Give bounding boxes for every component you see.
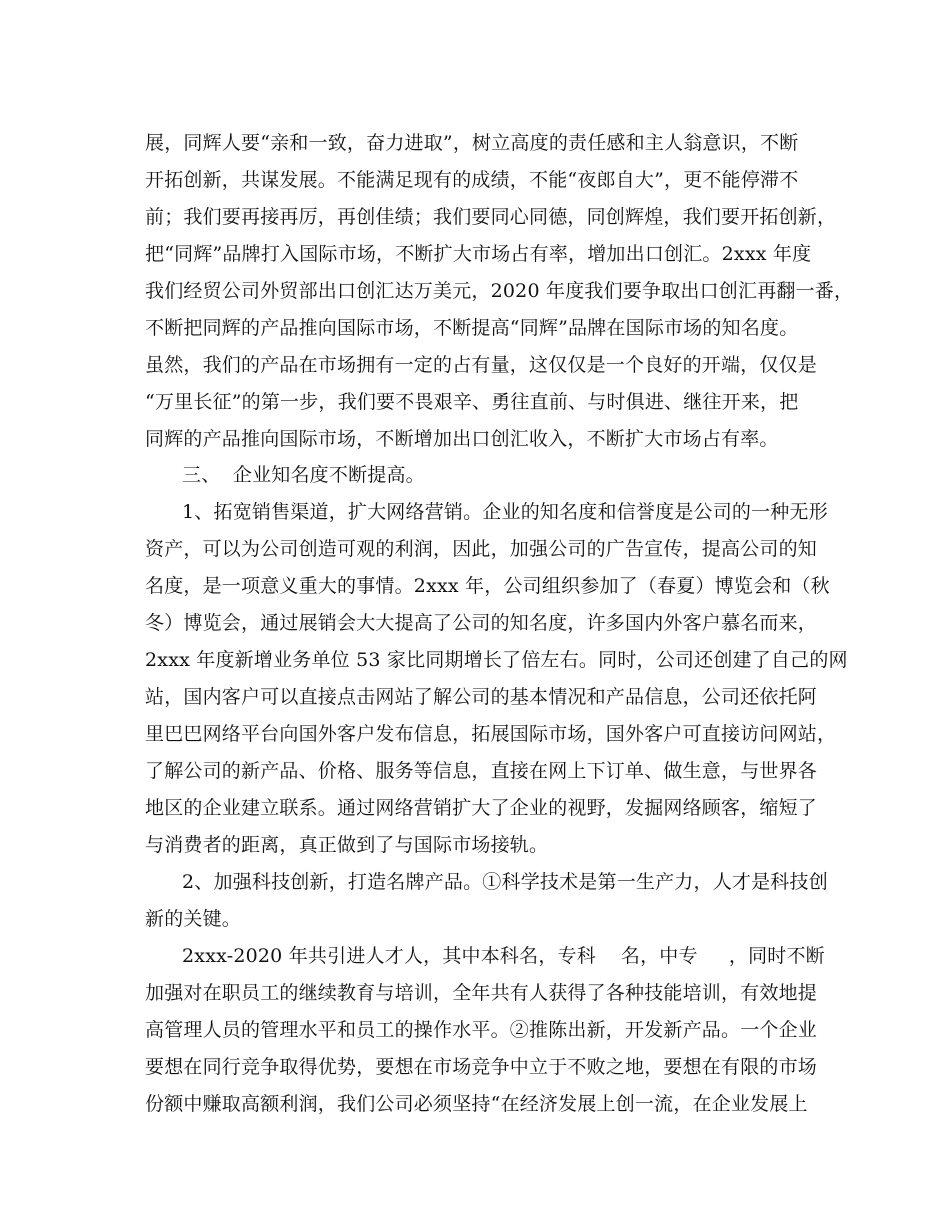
paragraph-line: 2xxx-2020 年共引进人才人，其中本科名，专科 名，中专 ，同时不断 xyxy=(182,945,825,967)
paragraph-line: 同辉的产品推向国际市场，不断增加出口创汇收入，不断扩大市场占有率。 xyxy=(145,428,779,450)
paragraph-line: 虽然，我们的产品在市场拥有一定的占有量，这仅仅是一个良好的开端，仅仅是 xyxy=(145,354,818,376)
paragraph-line: 与消费者的距离，真正做到了与国际市场接轨。 xyxy=(145,834,549,856)
paragraph-line: 高管理人员的管理水平和员工的操作水平。②推陈出新，开发新产品。一个企业 xyxy=(145,1019,818,1041)
paragraph-line: 开拓创新，共谋发展。不能满足现有的成绩，不能“夜郎自大”，更不能停滞不 xyxy=(145,169,799,191)
paragraph-line: 不断把同辉的产品推向国际市场，不断提高“同辉”品牌在国际市场的知名度。 xyxy=(145,317,799,339)
paragraph-line: 2、加强科技创新，打造名牌产品。①科学技术是第一生产力，人才是科技创 xyxy=(182,871,828,893)
paragraph-line: 站，国内客户可以直接点击网站了解公司的基本情况和产品信息，公司还依托阿 xyxy=(145,686,818,708)
paragraph-line: 加强对在职员工的继续教育与培训，全年共有人获得了各种技能培训，有效地提 xyxy=(145,982,818,1004)
paragraph-line: 前；我们要再接再厉，再创佳绩；我们要同心同德，同创辉煌，我们要开拓创新， xyxy=(145,206,837,228)
paragraph-line: 我们经贸公司外贸部出口创汇达万美元，2020 年度我们要争取出口创汇再翻一番， xyxy=(145,280,854,302)
section-heading: 三、 企业知名度不断提高。 xyxy=(182,464,425,486)
paragraph-line: 冬）博览会，通过展销会大大提高了公司的知名度，许多国内外客户慕名而来， xyxy=(145,612,818,634)
paragraph-line: 展，同辉人要“亲和一致，奋力进取”，树立高度的责任感和主人翁意识，不断 xyxy=(145,132,799,154)
paragraph-line: 新的关键。 xyxy=(145,908,242,930)
paragraph-line: 把“同辉”品牌打入国际市场，不断扩大市场占有率，增加出口创汇。2xxx 年度 xyxy=(145,243,812,265)
paragraph-line: 里巴巴网络平台向国外客户发布信息，拓展国际市场，国外客户可直接访问网站， xyxy=(145,723,837,745)
paragraph-line: 1、拓宽销售渠道，扩大网络营销。企业的知名度和信誉度是公司的一种无形 xyxy=(182,501,828,523)
paragraph-line: 要想在同行竞争取得优势，要想在市场竞争中立于不败之地，要想在有限的市场 xyxy=(145,1056,818,1078)
paragraph-line: 2xxx 年度新增业务单位 53 家比同期增长了倍左右。同时，公司还创建了自己的网 xyxy=(145,649,848,671)
paragraph-line: 份额中赚取高额利润，我们公司必须坚持“在经济发展上创一流，在企业发展上 xyxy=(145,1093,808,1115)
paragraph-line: 名度，是一项意义重大的事情。2xxx 年，公司组织参加了（春夏）博览会和（秋 xyxy=(145,575,830,597)
paragraph-line: 了解公司的新产品、价格、服务等信息，直接在网上下订单、做生意，与世界各 xyxy=(145,760,818,782)
paragraph-line: 资产，可以为公司创造可观的利润，因此，加强公司的广告宣传，提高公司的知 xyxy=(145,538,818,560)
paragraph-line: “万里长征”的第一步，我们要不畏艰辛、勇往直前、与时俱进、继往开来，把 xyxy=(145,391,799,413)
paragraph-line: 地区的企业建立联系。通过网络营销扩大了企业的视野，发掘网络顾客，缩短了 xyxy=(145,797,818,819)
